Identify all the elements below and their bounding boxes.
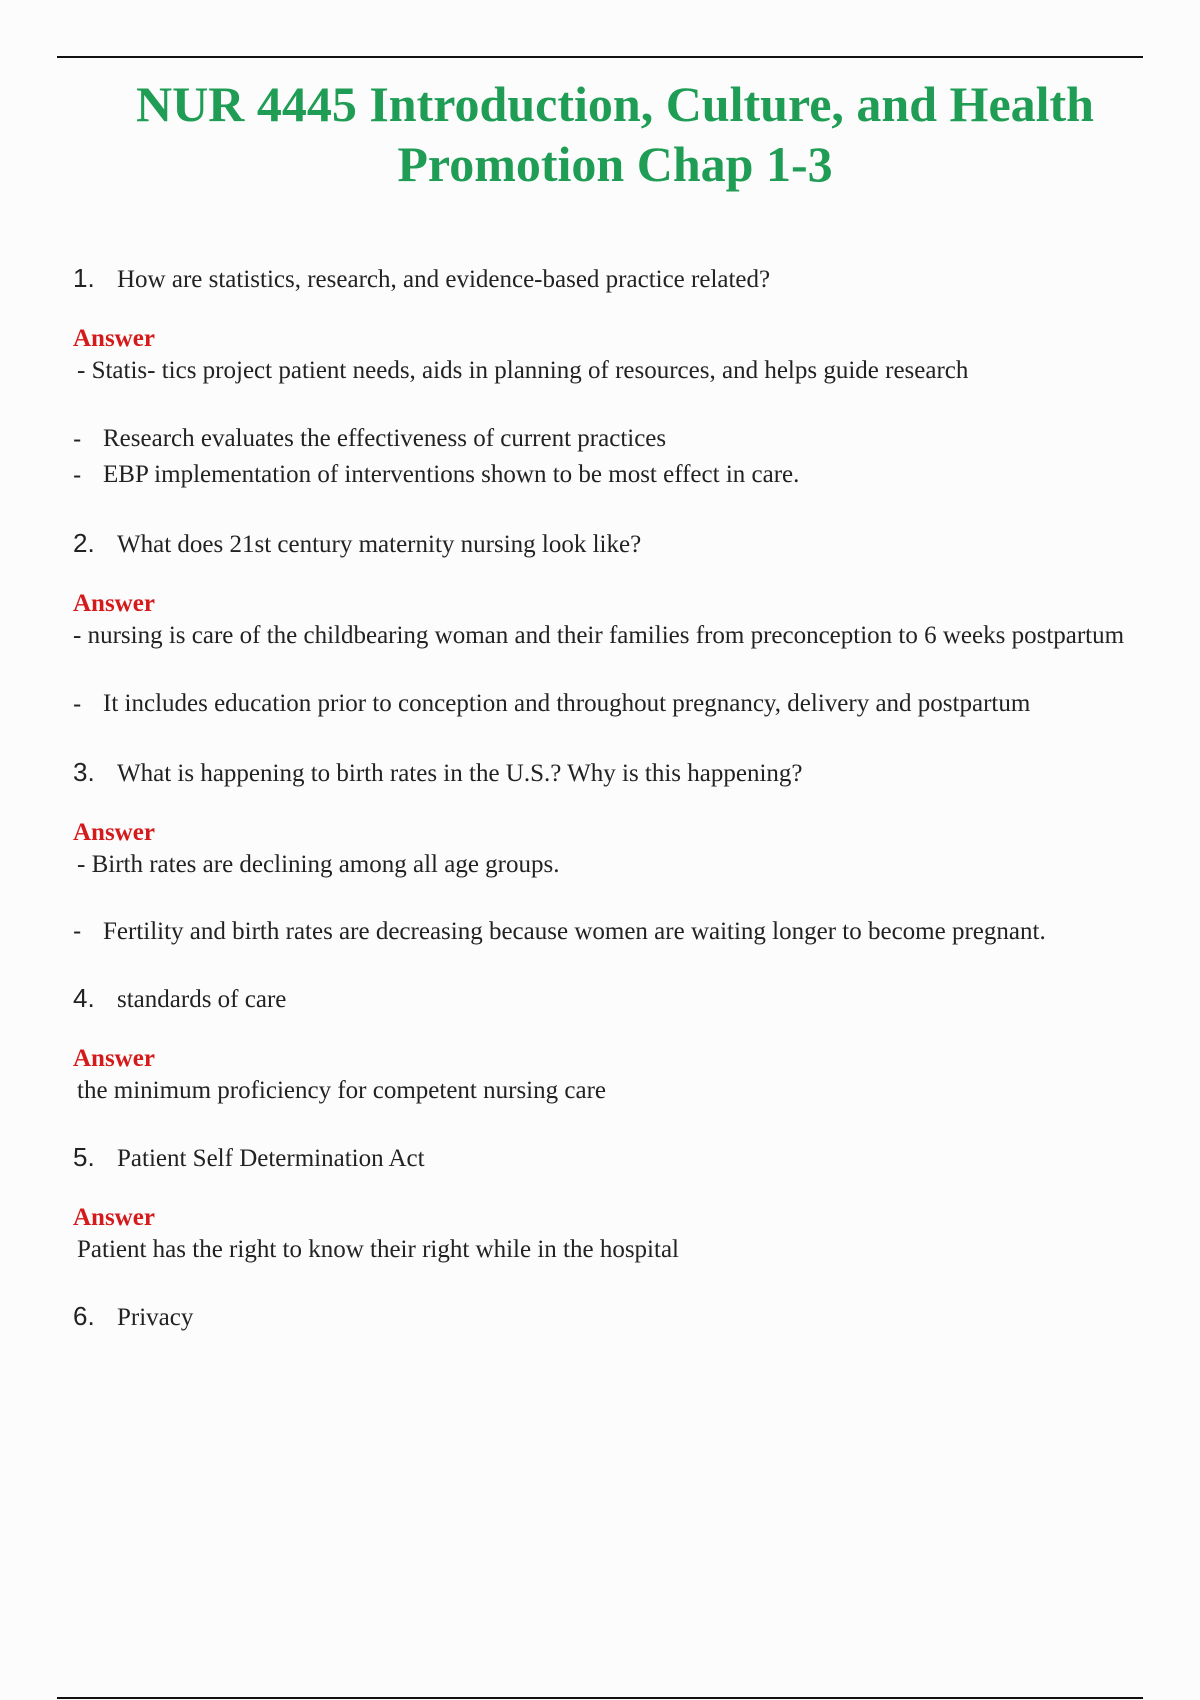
- question-text: What is happening to birth rates in the U.S.? Why is this happening?: [117, 760, 803, 787]
- question-2: [73, 527, 1153, 561]
- answer-bullet: - EBP implementation of interventions shown to be most effect in care.: [73, 461, 800, 489]
- question-text: standards of care: [117, 986, 287, 1013]
- question-number: 4.: [73, 983, 95, 1013]
- qa-item-6: [73, 1300, 1153, 1334]
- answer-text: - nursing is care of the childbearing woman and their families from preconception to 6 weeks postpartum: [73, 622, 1125, 649]
- qa-list: [73, 262, 1153, 1334]
- question-number: 6.: [73, 1301, 95, 1331]
- answer-label: Answer: [73, 590, 155, 617]
- answer-text: - Birth rates are declining among all age groups.: [77, 851, 560, 878]
- title-line-1: NUR 4445 Introduction, Culture, and Health: [136, 76, 1094, 132]
- qa-item-3: [73, 756, 1153, 948]
- answer-label: Answer: [73, 1204, 155, 1231]
- answer-label: Answer: [73, 325, 155, 352]
- answer-text: the minimum proficiency for competent nursing care: [77, 1077, 606, 1104]
- question-3: [73, 756, 1153, 790]
- question-1: [73, 262, 1153, 296]
- qa-item-2: [73, 527, 1153, 722]
- answer-bullet: - Fertility and birth rates are decreasing because women are waiting longer to become pregnant.: [73, 917, 1046, 945]
- title-line-2: Promotion Chap 1-3: [397, 136, 833, 192]
- answer-bullet: - It includes education prior to conception and throughout pregnancy, delivery and postpartum: [73, 690, 1031, 718]
- answer-label: Answer: [73, 1045, 155, 1072]
- question-number: 3.: [73, 757, 95, 787]
- qa-item-5: [73, 1141, 1153, 1266]
- answer-label: Answer: [73, 819, 155, 846]
- question-number: 5.: [73, 1142, 95, 1172]
- qa-item-1: [73, 262, 1153, 493]
- qa-item-4: [73, 982, 1153, 1107]
- question-text: Privacy: [117, 1304, 194, 1331]
- answer-text: Patient has the right to know their right while in the hospital: [77, 1236, 679, 1263]
- question-number: 2.: [73, 528, 95, 558]
- question-text: Patient Self Determination Act: [117, 1145, 425, 1172]
- question-5: [73, 1141, 1153, 1175]
- answer-bullet: - Research evaluates the effectiveness of current practices: [73, 425, 667, 453]
- question-number: 1.: [73, 263, 95, 293]
- question-6: [73, 1300, 1153, 1334]
- bottom-rule: [57, 1697, 1143, 1699]
- answer-text: - Statis- tics project patient needs, aids in planning of resources, and helps guide research: [77, 357, 969, 384]
- question-text: What does 21st century maternity nursing look like?: [117, 531, 642, 558]
- question-text: How are statistics, research, and evidence-based practice related?: [117, 266, 771, 293]
- question-4: [73, 982, 1153, 1016]
- top-rule: [57, 56, 1143, 58]
- page-title: [60, 74, 1170, 194]
